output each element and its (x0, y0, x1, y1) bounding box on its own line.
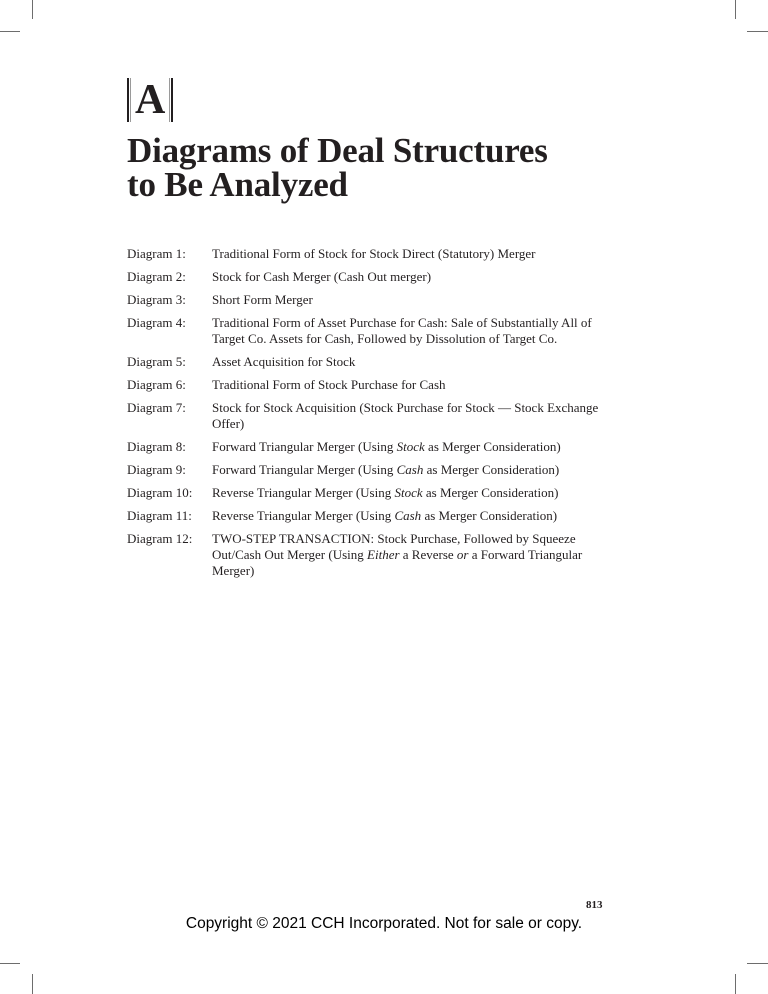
crop-mark-bottom-left-h (0, 963, 20, 964)
description-text: Traditional Form of Stock for Stock Direct (Statutory) Merger (212, 246, 536, 261)
description-text: as Merger Consideration) (422, 485, 559, 500)
diagram-list (127, 246, 607, 586)
description-text: Stock for Stock Acquisition (Stock Purchase for Stock — Stock Exchange Offer) (212, 400, 599, 431)
emphasis-text: Cash (394, 508, 422, 523)
appendix-letter: A (135, 77, 166, 123)
diagram-label: Diagram 5: (127, 354, 186, 369)
diagram-label: Diagram 4: (127, 315, 186, 330)
bar-decoration (171, 78, 173, 122)
bar-decoration (130, 78, 131, 122)
crop-mark-bottom-right-v (735, 974, 736, 994)
list-item (127, 439, 607, 455)
list-item (127, 400, 607, 432)
description-text: as Merger Consideration) (424, 439, 561, 454)
description-text: Traditional Form of Stock Purchase for Cash (212, 377, 446, 392)
diagram-label: Diagram 11: (127, 508, 192, 523)
description-text: a Forward Triangular Merger) (212, 547, 583, 578)
crop-mark-top-right-h (747, 31, 768, 32)
diagram-label: Diagram 12: (127, 531, 193, 546)
copyright-notice: Copyright © 2021 CCH Incorporated. Not for sale or copy. (185, 915, 583, 932)
emphasis-text: or (456, 547, 469, 562)
list-item (127, 292, 607, 308)
diagram-description (212, 269, 607, 285)
diagram-description (212, 400, 607, 432)
diagram-description (212, 315, 607, 347)
description-text: a Reverse (399, 547, 457, 562)
description-text: Short Form Merger (212, 292, 313, 307)
crop-mark-top-left-h (0, 31, 20, 32)
description-text: Forward Triangular Merger (Using (212, 462, 397, 477)
diagram-label: Diagram 1: (127, 246, 186, 261)
title-line-1: Diagrams of Deal Structures (127, 131, 548, 170)
description-text: as Merger Consideration) (423, 462, 560, 477)
crop-mark-top-right-v (735, 0, 736, 19)
emphasis-text: Cash (396, 462, 424, 477)
diagram-label: Diagram 8: (127, 439, 186, 454)
list-item (127, 508, 607, 524)
title-line-2: to Be Analyzed (127, 165, 348, 204)
emphasis-text: Stock (396, 439, 425, 454)
diagram-description (212, 246, 607, 262)
diagram-label: Diagram 3: (127, 292, 186, 307)
diagram-description (212, 462, 607, 478)
diagram-description (212, 531, 607, 579)
crop-mark-top-left-v (32, 0, 33, 19)
diagram-label: Diagram 9: (127, 462, 186, 477)
diagram-description (212, 508, 607, 524)
list-item (127, 485, 607, 501)
diagram-description (212, 292, 607, 308)
emphasis-text: Either (367, 547, 400, 562)
description-text: Traditional Form of Asset Purchase for Cash: Sale of Substantially All of Target Co. Assets for Cash, Followed by Dissolution of Target Co. (212, 315, 592, 346)
list-item (127, 462, 607, 478)
diagram-description (212, 354, 607, 370)
diagram-label: Diagram 10: (127, 485, 193, 500)
diagram-description (212, 485, 607, 501)
description-text: Reverse Triangular Merger (Using (212, 508, 395, 523)
description-text: TWO-STEP TRANSACTION: Stock Purchase, Followed by Squeeze Out/Cash Out Merger (Using (212, 531, 576, 562)
list-item (127, 354, 607, 370)
list-item (127, 377, 607, 393)
bar-decoration (169, 78, 170, 122)
diagram-label: Diagram 2: (127, 269, 186, 284)
page-number: 813 (586, 899, 603, 911)
description-text: as Merger Consideration) (421, 508, 558, 523)
description-text: Forward Triangular Merger (Using (212, 439, 397, 454)
list-item (127, 269, 607, 285)
diagram-description (212, 439, 607, 455)
diagram-label: Diagram 7: (127, 400, 186, 415)
list-item (127, 315, 607, 347)
bar-decoration (127, 78, 129, 122)
description-text: Asset Acquisition for Stock (212, 354, 356, 369)
diagram-label: Diagram 6: (127, 377, 186, 392)
page-title (127, 131, 647, 204)
description-text: Reverse Triangular Merger (Using (212, 485, 395, 500)
crop-mark-bottom-right-h (747, 963, 768, 964)
list-item (127, 531, 607, 579)
list-item (127, 246, 607, 262)
emphasis-text: Stock (394, 485, 423, 500)
crop-mark-bottom-left-v (32, 974, 33, 994)
description-text: Stock for Cash Merger (Cash Out merger) (212, 269, 432, 284)
diagram-description (212, 377, 607, 393)
appendix-marker (127, 78, 173, 122)
